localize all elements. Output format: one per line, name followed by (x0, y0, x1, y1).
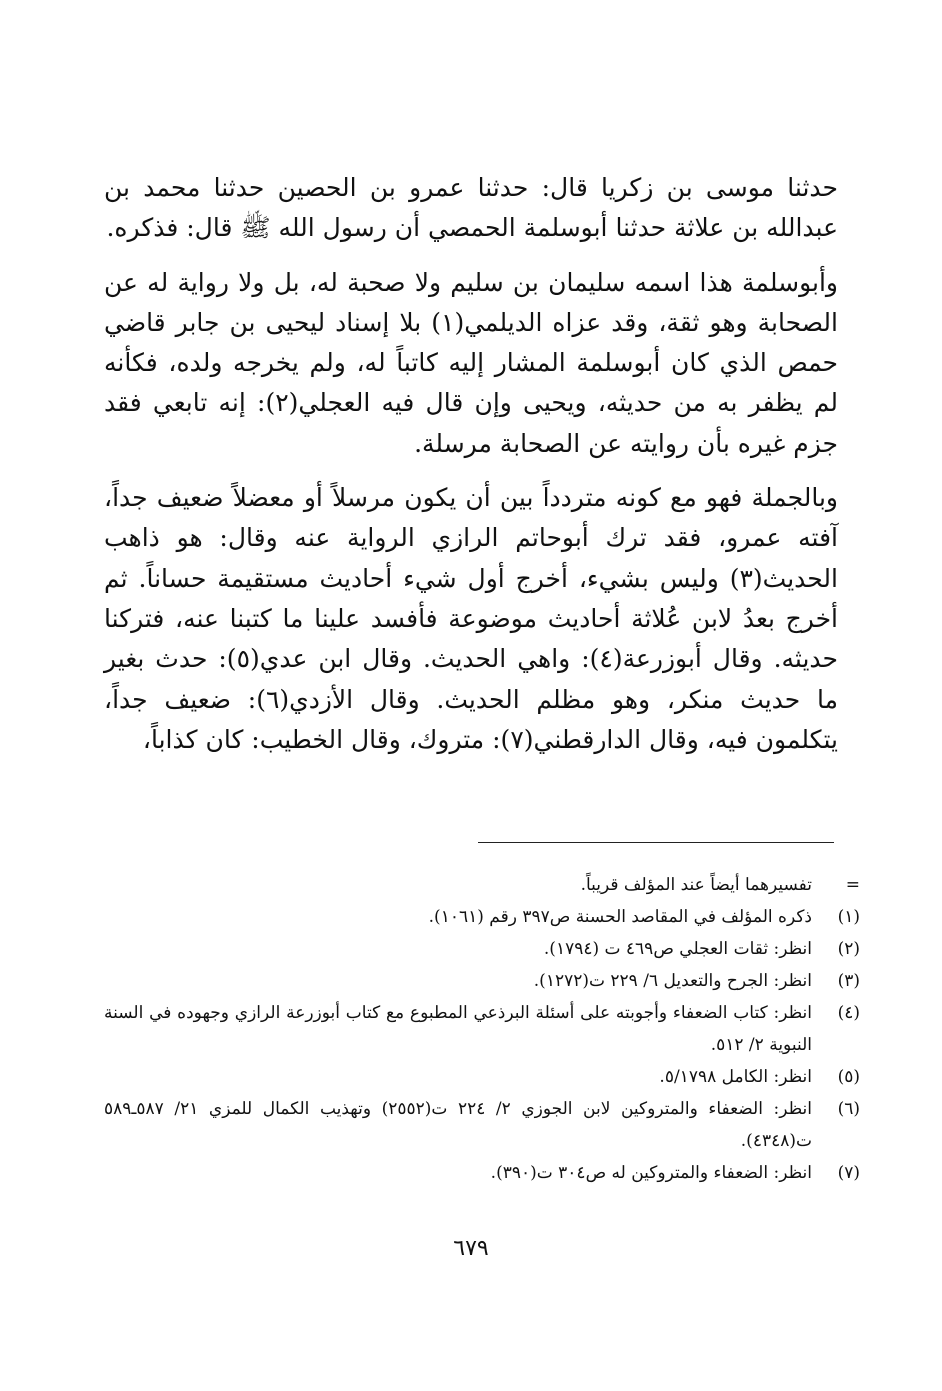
footnote-text: ذكره المؤلف في المقاصد الحسنة ص٣٩٧ رقم (١٠٦١). (428, 907, 812, 927)
footnote-divider (478, 842, 834, 843)
footnote-text: انظر: الكامل ٥/١٧٩٨. (659, 1067, 812, 1087)
footnote-1 (104, 901, 860, 933)
footnote-number: (١) (837, 907, 860, 927)
footnote-continued (104, 869, 860, 901)
footnote-text: انظر: كتاب الضعفاء وأجوبته على أسئلة البرذعي المطبوع مع كتاب أبوزرعة الرازي وجهوده في السنة النبوية ٢/ ٥١٢. (104, 1003, 812, 1055)
paragraph-1: حدثنا موسى بن زكريا قال: حدثنا عمرو بن الحصين حدثنا محمد بن عبدالله بن علاثة حدثنا أبوسلمة الحمصي أن رسول الله ﷺ قال: فذكره. (104, 173, 838, 243)
footnote-number: (٣) (837, 971, 860, 991)
footnote-7 (104, 1157, 860, 1189)
footnote-text: انظر: ثقات العجلي ص٤٦٩ ت (١٧٩٤). (543, 939, 812, 959)
footnote-5 (104, 1061, 860, 1093)
paragraph-2: وأبوسلمة هذا اسمه سليمان بن سليم ولا صحبة له، بل ولا رواية له عن الصحابة وهو ثقة، وقد عزاه الديلمي(١) بلا إسناد ليحيى بن جابر قاضي حمص الذي كان أبوسلمة المشار إليه كاتباً له، ولم يخرجه ولده، فكأنه لم يظفر به من حديثه، ويحيى وإن قال فيه العجلي(٢): إنه تابعي فقد جزم غيره بأن روايته عن الصحابة مرسلة. (104, 267, 838, 458)
footnote-text: انظر: الضعفاء والمتروكين لابن الجوزي ٢/ ٢٢٤ ت(٢٥٥٢) وتهذيب الكمال للمزي ٢١/ ٥٨٧ـ٥٨٩ ت(٤٣٤٨). (104, 1099, 812, 1151)
footnote-number: (٦) (837, 1099, 860, 1119)
footnote-text: انظر: الضعفاء والمتروكين له ص٣٠٤ ت(٣٩٠). (490, 1163, 812, 1183)
footnote-2 (104, 933, 860, 965)
footnote-number: (٧) (837, 1163, 860, 1183)
footnote-number: (٥) (837, 1067, 860, 1087)
footnotes (104, 869, 860, 1189)
footnote-3 (104, 965, 860, 997)
main-text (104, 168, 838, 760)
footnote-6 (104, 1093, 860, 1157)
page-number: ٦٧٩ (453, 1236, 489, 1261)
footnote-marker: = (845, 875, 860, 895)
footnote-text: انظر: الجرح والتعديل ٦/ ٢٢٩ ت(١٢٧٢). (533, 971, 812, 991)
footnote-number: (٤) (837, 1003, 860, 1023)
footnote-number: (٢) (837, 939, 860, 959)
paragraph-3: وبالجملة فهو مع كونه متردداً بين أن يكون مرسلاً أو معضلاً ضعيف جداً، آفته عمرو، فقد ترك أبوحاتم الرازي الرواية عنه وقال: هو ذاهب الحديث(٣) وليس بشيء، أخرج أول شيء أحاديث مستقيمة حساناً. ثم أخرج بعدُ لابن عُلاثة أحاديث موضوعة فأفسد علينا ما كتبنا عنه، فتركنا حديثه. وقال أبوزرعة(٤): واهي الحديث. وقال ابن عدي(٥): حدث بغير ما حديث منكر، وهو مظلم الحديث. وقال الأزدي(٦): ضعيف جداً، يتكلمون فيه، وقال الدارقطني(٧): متروك، وقال الخطيب: كان كذاباً، (104, 483, 839, 754)
footnote-text: تفسيرهما أيضاً عند المؤلف قريباً. (580, 875, 812, 895)
footnote-4 (104, 997, 860, 1061)
